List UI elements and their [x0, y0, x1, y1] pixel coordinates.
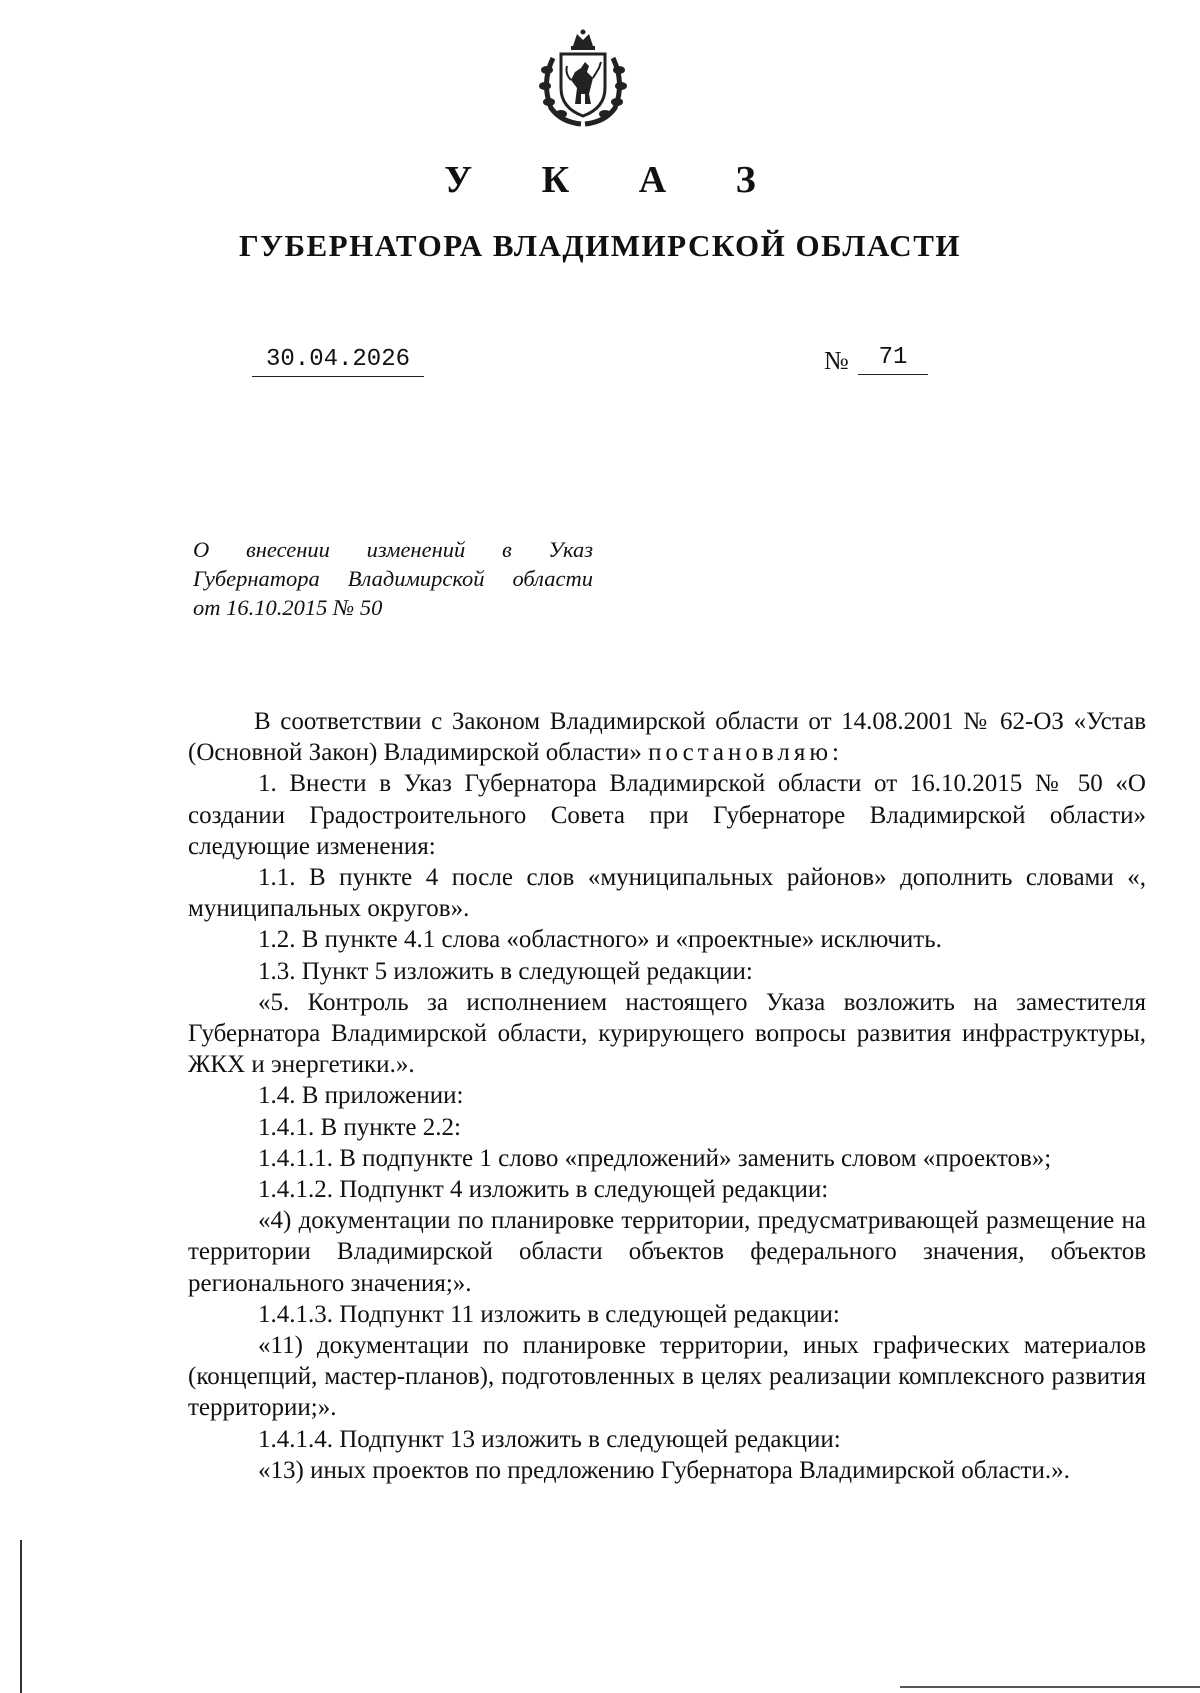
clause-1-2: 1.2. В пункте 4.1 слова «областного» и «проектные» исключить. [258, 926, 942, 954]
clause-1: 1. Внести в Указ Губернатора Владимирской области от 16.10.2015 № 50 «О создании Градостроительного Совета при Губернаторе Владимирской области» следующие изменения: [188, 770, 1146, 860]
clause-1-4-1: 1.4.1. В пункте 2.2: [258, 1113, 461, 1141]
document-date: 30.04.2026 [252, 346, 424, 377]
decree-verb: постановляю: [648, 739, 843, 767]
clause-1-1: 1.1. В пункте 4 после слов «муниципальных районов» дополнить словами «, муниципальных округов». [188, 864, 1146, 923]
preamble-paragraph [188, 706, 1146, 768]
clause-1-4-1-3: 1.4.1.3. Подпункт 11 изложить в следующей редакции: [258, 1300, 840, 1328]
heading-line: от 16.10.2015 № 50 [193, 595, 383, 620]
clause-1-4-1-2: 1.4.1.2. Подпункт 4 изложить в следующей редакции: [258, 1176, 829, 1204]
clause-1-3-text: «5. Контроль за исполнением настоящего Указа возложить на заместителя Губернатора Владимирской области, курирующего вопросы развития инфраструктуры, ЖКХ и энергетики.». [188, 988, 1146, 1079]
scan-edge-line [20, 1540, 22, 1693]
preamble-text: В соответствии с Законом Владимирской области от 14.08.2001 № 62-ОЗ «Устав (Основной Закон) Владимирской области» [188, 708, 1146, 767]
clause-1-4-1-4: 1.4.1.4. Подпункт 13 изложить в следующей редакции: [258, 1425, 841, 1453]
heading-line: О внесении изменений в Указ [193, 537, 593, 562]
decree-body [188, 706, 1146, 1486]
clause-1-4: 1.4. В приложении: [258, 1082, 464, 1110]
clause-1-3: 1.3. Пункт 5 изложить в следующей редакции: [258, 957, 753, 985]
number-sign: № [824, 346, 849, 375]
clause-1-4-1-2-text: «4) документации по планировке территории, предусматривающей размещение на территории Владимирской области объектов федерального значения, объектов регионального значения;». [188, 1207, 1146, 1297]
scan-edge-line [900, 1686, 1200, 1688]
clause-1-4-1-3-text: «11) документации по планировке территории, иных графических материалов (концепций, мастер-планов), подготовленных в целях реализации комплексного развития территории;». [188, 1332, 1146, 1422]
document-issuer: ГУБЕРНАТОРА ВЛАДИМИРСКОЙ ОБЛАСТИ [239, 228, 961, 263]
clause-1-4-1-4-text: «13) иных проектов по предложению Губернатора Владимирской области.». [258, 1456, 1070, 1484]
decree-heading [193, 535, 593, 622]
heading-line: Губернатора Владимирской области [193, 566, 593, 591]
clause-1-4-1-1: 1.4.1.1. В подпункте 1 слово «предложений» заменить словом «проектов»; [258, 1144, 1052, 1172]
document-title: У К А З [444, 159, 786, 201]
document-number: 71 [858, 344, 928, 375]
vladimir-region-coat-of-arms-icon [535, 28, 631, 128]
